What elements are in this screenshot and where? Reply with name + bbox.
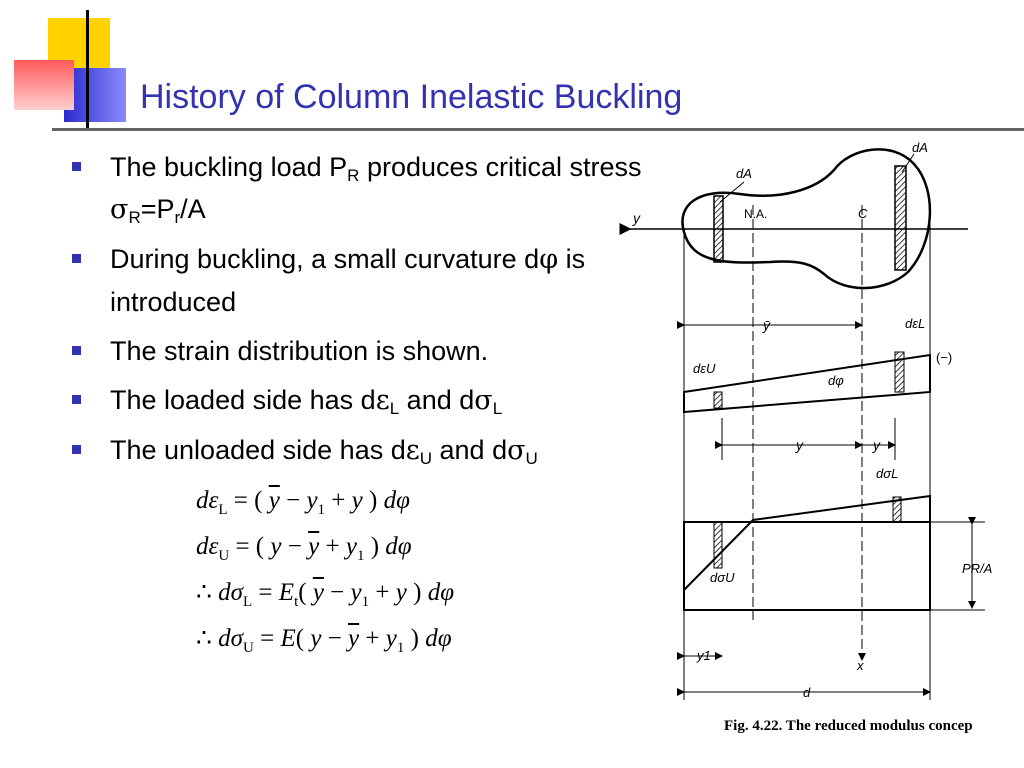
strip-right [895, 166, 906, 270]
bullet-text: ε [375, 385, 390, 416]
equation-term: 1 [317, 502, 326, 518]
bullet-text: L [389, 399, 400, 418]
label-deps-u: dεU [693, 361, 716, 376]
equation-term: $\overline{y}$ [312, 579, 324, 606]
equation-term: y [310, 625, 322, 652]
bullet-text: U [419, 449, 433, 468]
title-divider [52, 128, 1024, 131]
bullet-marker [72, 254, 81, 263]
label-deps-l: dεL [905, 316, 926, 331]
bullet-list [72, 146, 662, 479]
equation-term: = [252, 579, 279, 606]
equation-term: − [281, 533, 309, 560]
deco-red-square [14, 60, 74, 110]
bullet-text: The unloaded side has d [110, 435, 406, 465]
equation-term: E [280, 625, 296, 652]
bullet-text: φ [539, 244, 559, 275]
bullet-text: and d [399, 385, 475, 415]
equation-term: dφ [425, 625, 452, 652]
equation-term: $\overline{y}$ [268, 487, 280, 514]
equation [196, 616, 454, 662]
equation-term: y [270, 533, 282, 560]
equation-term: ( [295, 625, 311, 652]
bullet-text: R [347, 166, 360, 185]
equation [196, 570, 454, 616]
bullet-text: σ [474, 385, 493, 416]
equation-term: − [279, 487, 307, 514]
equation-term: dφ [383, 487, 410, 514]
equation-term: = [253, 625, 281, 652]
equation-term: y [351, 487, 363, 514]
equation-term: 1 [361, 594, 370, 610]
figure-caption: Fig. 4.22. The reduced modulus concep [724, 718, 973, 734]
label-d: d [803, 685, 811, 700]
label-dphi: dφ [828, 373, 844, 388]
bullet-text: r [174, 208, 181, 227]
equation-term: y [350, 579, 362, 606]
bullet-marker [72, 346, 81, 355]
bullet-item [72, 146, 662, 231]
label-dA-right: dA [912, 140, 928, 155]
equation-term: ∴ [196, 625, 219, 652]
stress-strip-right [893, 497, 901, 522]
equation-term: dε [196, 487, 219, 514]
strain-strip-right [895, 352, 904, 392]
deco-vertical-line [86, 10, 89, 128]
equation-term: ) [406, 579, 428, 606]
stress-strip-left [714, 522, 722, 568]
bullet-text: U [525, 449, 538, 468]
equation-term: + [359, 625, 386, 652]
equation-block [196, 478, 454, 662]
equation-term: + [369, 579, 396, 606]
bullet-text: and d [432, 435, 508, 465]
equation-term: ( [298, 579, 313, 606]
label-x: x [857, 658, 864, 673]
equation-term: ) [364, 533, 386, 560]
label-dA-left: dA [736, 166, 752, 181]
equation-term: L [243, 594, 253, 610]
label-y-axis: y [633, 210, 640, 226]
bullet-item [72, 429, 662, 472]
equation-term: U [218, 548, 230, 564]
label-dsig-u: dσU [710, 570, 735, 585]
equation [196, 524, 454, 570]
bullet-text: produces critical stress [359, 152, 642, 182]
bullet-text: L [492, 399, 503, 418]
bullet-text: =P [140, 194, 175, 224]
equation-term: y [306, 487, 318, 514]
bullet-text: /A [180, 194, 206, 224]
bullet-marker [72, 162, 81, 171]
equation [196, 478, 454, 524]
bullet-text: is introduced [110, 244, 586, 317]
bullet-item [72, 238, 662, 323]
equation-term: 1 [356, 548, 365, 564]
bullet-text: The buckling load P [110, 152, 348, 182]
equation-term: dφ [427, 579, 455, 606]
equation-term: $\overline{y}$ [308, 533, 320, 560]
bullet-marker [72, 395, 81, 404]
equation-term: + [319, 533, 346, 560]
label-y-small: y [873, 437, 880, 453]
equation-term: 1 [396, 640, 405, 656]
equation-term: y [345, 533, 357, 560]
bullet-marker [72, 445, 81, 454]
equation-term: ) [362, 487, 384, 514]
label-ybar: ȳ [763, 317, 770, 333]
label-minus: (−) [936, 350, 953, 365]
equation-term: y [385, 625, 397, 652]
bullet-text: During buckling, a small curvature d [110, 244, 540, 274]
equation-term: ∴ [196, 579, 219, 606]
label-y1: y1 [697, 648, 711, 663]
slide-title: History of Column Inelastic Buckling [140, 78, 683, 116]
equation-term: t [294, 594, 299, 610]
label-dsig-l: dσL [876, 466, 899, 481]
equation-term: U [243, 640, 254, 656]
equation-term: + [325, 487, 352, 514]
equation-term: = ( [229, 533, 271, 560]
equation-term: y [395, 579, 407, 606]
equation-term: dφ [385, 533, 412, 560]
equation-term: dσ [218, 625, 243, 652]
equation-term: $\overline{y}$ [348, 625, 360, 652]
strain-strip-left [714, 392, 722, 408]
equation-term: ) [404, 625, 426, 652]
label-na: N.A. [744, 207, 768, 221]
equation-term: − [321, 625, 349, 652]
bullet-text: The loaded side has d [110, 385, 376, 415]
equation-term: E [278, 579, 295, 606]
label-c: C [858, 206, 868, 221]
bullet-item [72, 379, 662, 422]
bullet-text: σ [110, 194, 129, 225]
label-y-dim: y [796, 437, 803, 453]
bullet-item [72, 330, 662, 372]
bullet-text: R [128, 208, 141, 227]
equation-term: = ( [227, 487, 269, 514]
bullet-text: σ [507, 435, 526, 466]
bullet-text: ε [405, 435, 420, 466]
bullet-text: The strain distribution is shown. [110, 336, 489, 366]
label-pr-over-a: PR/A [962, 561, 993, 576]
equation-term: − [323, 579, 351, 606]
equation-term: dε [196, 533, 219, 560]
reduced-modulus-figure [633, 135, 1024, 745]
equation-term: L [218, 502, 228, 518]
equation-term: dσ [218, 579, 243, 606]
